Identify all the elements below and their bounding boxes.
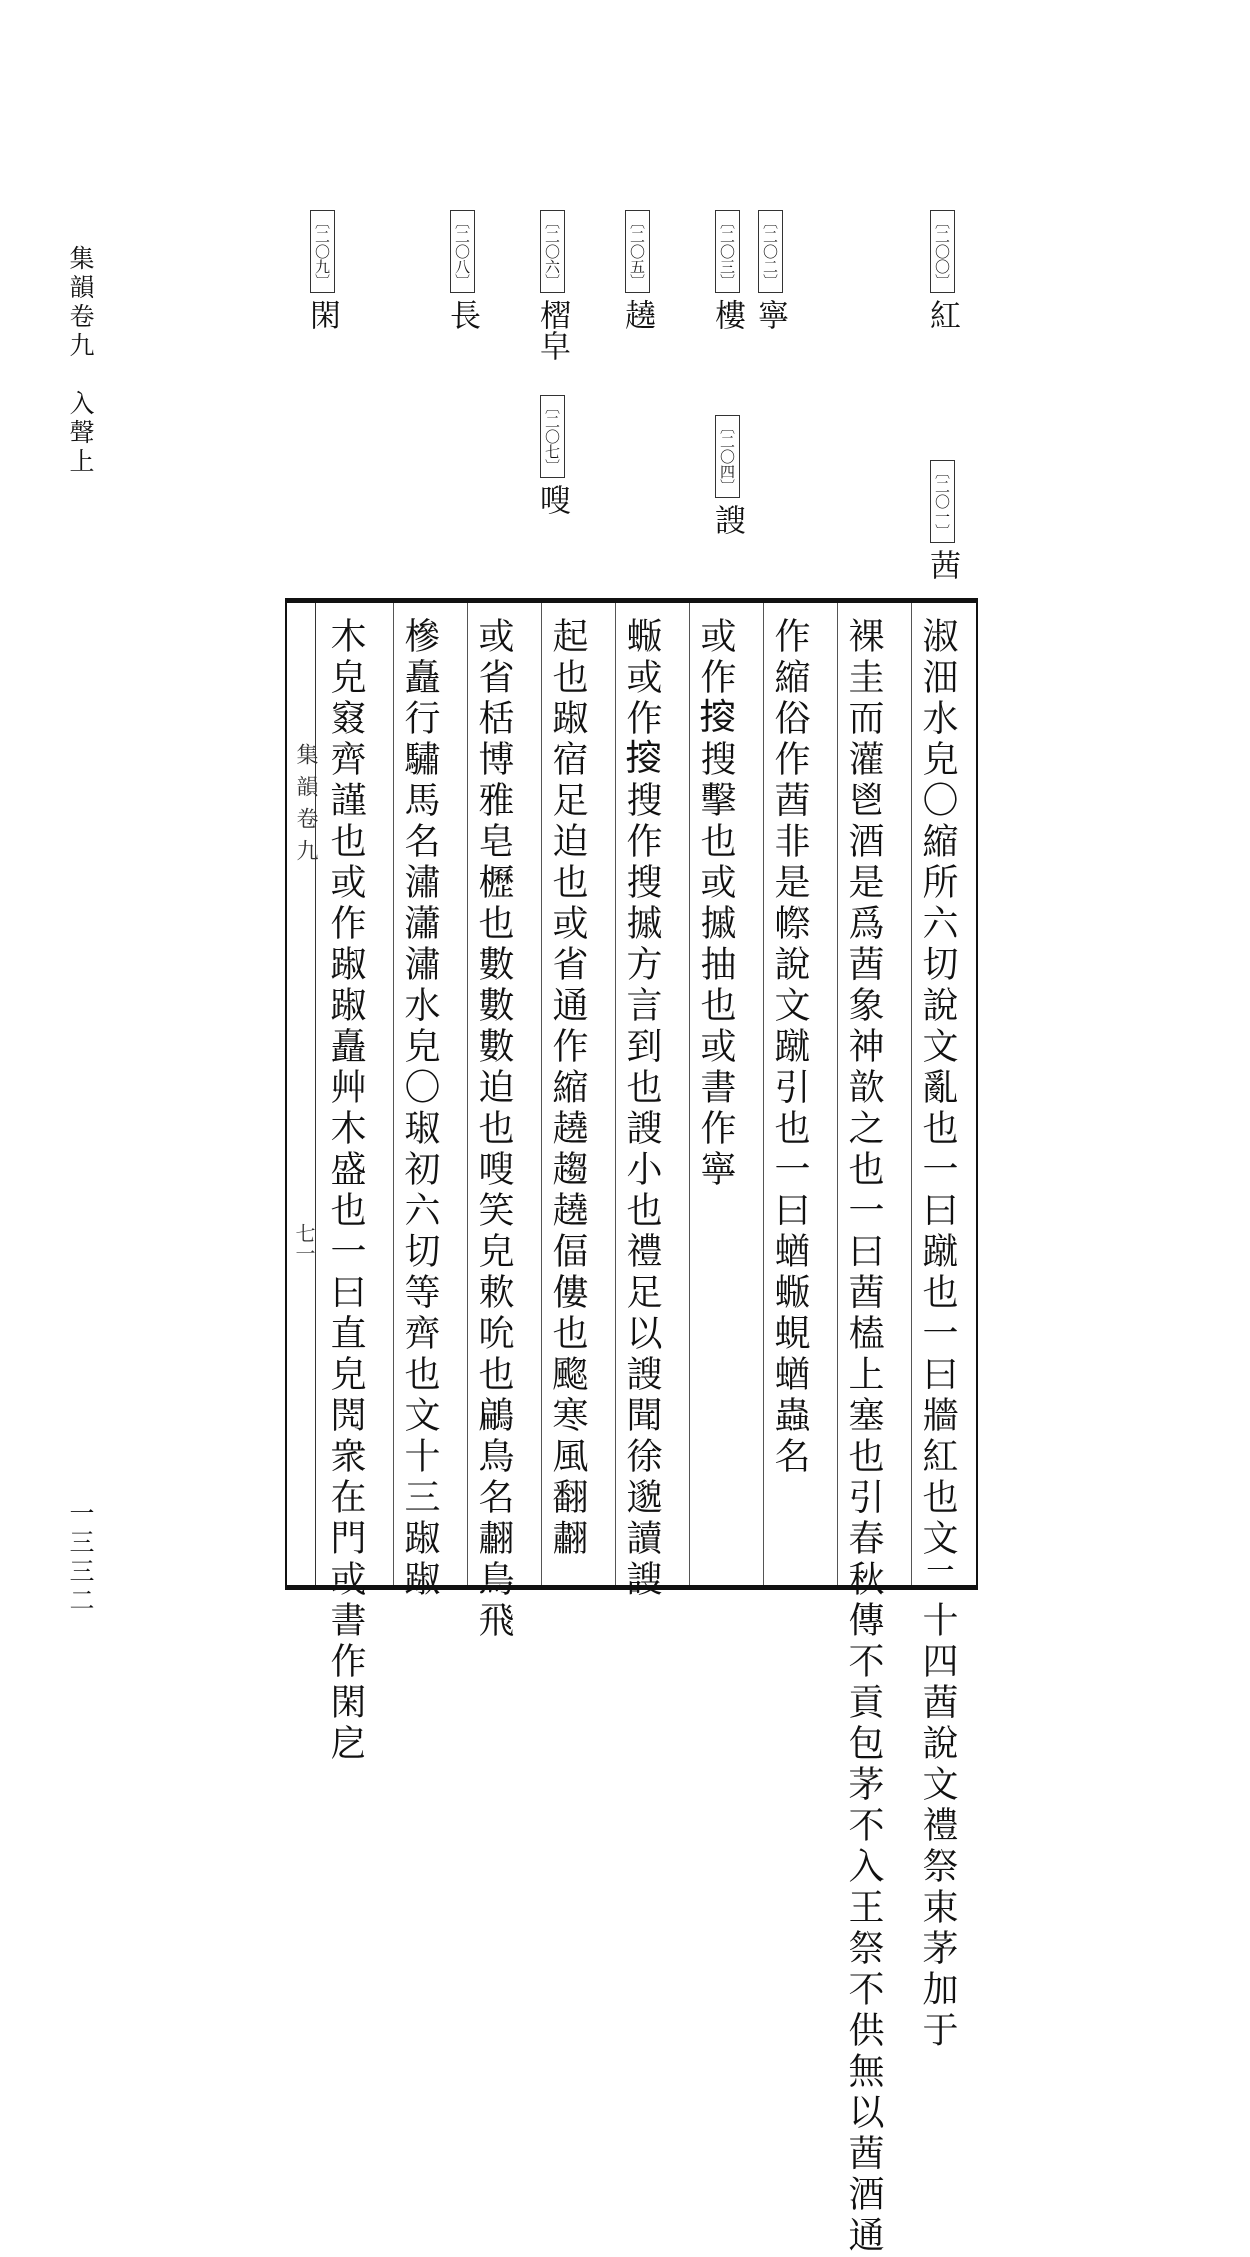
text-column-1: 淑沺水皃〇縮所六切說文亂也一曰蹴也一曰牆紅也文二十四莤說文禮祭束茅加于 (917, 617, 958, 2052)
spine-title: 集韻卷九 (293, 743, 318, 871)
note-205: 〔二〇五〕趬 (615, 210, 660, 330)
note-202: 〔二〇二〕寧 (748, 210, 793, 330)
page-header: 集韻卷九 入聲上 (66, 245, 95, 477)
note-207: 〔二〇七〕嗖 (530, 395, 575, 515)
note-209: 〔二〇九〕閑 (300, 210, 345, 330)
text-column-9: 木皃窡齊謹也或作踧踧矗艸木盛也一曰直皃閌衆在門或書作閑戹 (325, 617, 366, 1765)
note-208: 〔二〇八〕長 (440, 210, 485, 330)
note-203: 〔二〇三〕樓 (705, 210, 750, 330)
note-200: 〔二〇〇〕紅 (920, 210, 965, 330)
note-206: 〔二〇六〕槢皁 (530, 210, 575, 361)
text-column-4: 或作𢯱搜擊也或摵抽也或書作寧 (695, 617, 736, 1191)
text-frame (285, 598, 978, 2257)
page-number: 一三三二 (66, 1500, 95, 1616)
text-column-5: 蝂或作𢯱搜作搜摵方言到也謏小也禮足以謏聞徐邈讀謏 (621, 617, 662, 1601)
text-column-3: 作縮俗作莤非是㡜說文蹴引也一曰蝤蝂蜆蝤蟲名 (769, 617, 810, 1478)
text-column-6: 起也踧宿足迫也或省通作縮趬趨趬偪僂也䬍寒風翻䎘 (547, 617, 588, 1560)
frame-spine (287, 603, 316, 1585)
note-201: 〔二〇一〕茜 (920, 460, 965, 580)
text-column-2: 裸圭而灌鬯酒是爲莤象神歆之也一曰莤榼上塞也引春秋傳不貢包茅不入王祭不供無以莤酒通 (843, 617, 884, 2257)
note-204: 〔二〇四〕謏 (705, 415, 750, 535)
spine-page-number: 七一 (292, 1223, 316, 1263)
text-column-7: 或省栝博雅皂櫪也數數數迫也嗖笑皃欶吮也鶣鳥名䎘鳥飛 (473, 617, 514, 1642)
text-column-8: 槮矗行驌馬名潚瀟潚水皃〇琡初六切等齊也文十三踧踧 (399, 617, 440, 1601)
